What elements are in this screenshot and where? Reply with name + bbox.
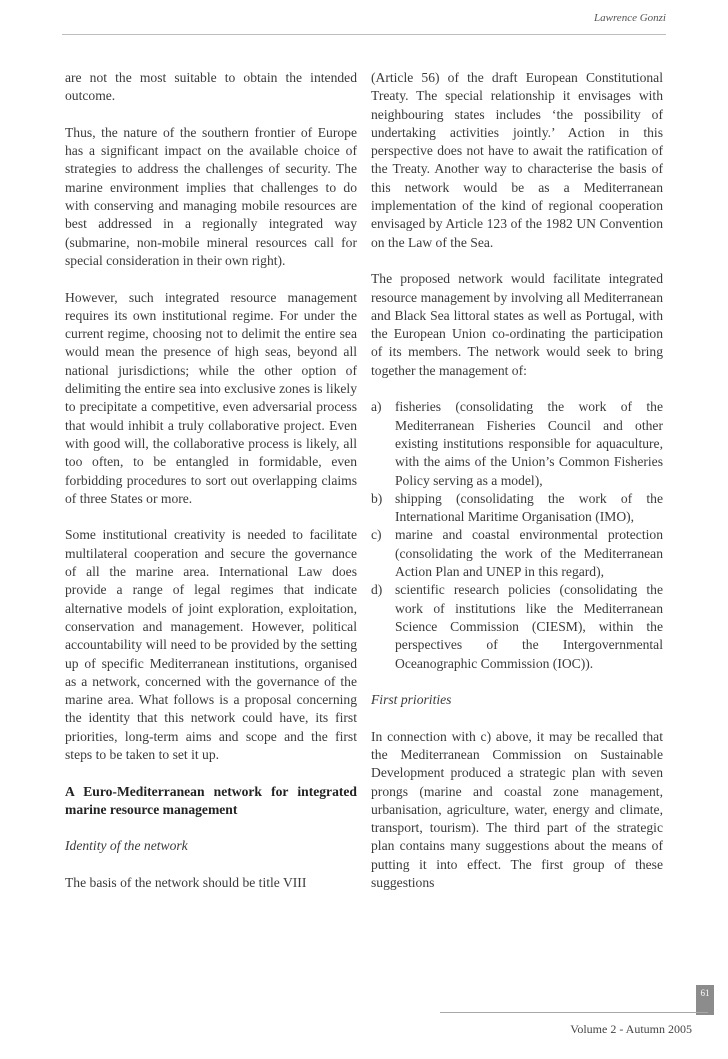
footer-rule: [440, 1012, 708, 1013]
list-item-text: fisheries (consolidating the work of the Mediterranean Fisheries Council and other existing institutions responsible for aquaculture, with the aims of the Union’s Common Fisheries Policy serving as a model),: [395, 399, 663, 488]
list-item: [371, 526, 663, 581]
list-item-text: marine and coastal environmental protection (consolidating the work of the Mediterranean Action Plan and UNEP in this regard),: [395, 527, 663, 580]
running-header-author: Lawrence Gonzi: [593, 12, 666, 24]
list-item: [371, 490, 663, 527]
list-item-text: shipping (consolidating the work of the International Maritime Organisation (IMO),: [395, 490, 663, 525]
subsection-heading: Identity of the network: [65, 838, 188, 854]
paragraph: The proposed network would facilitate integrated resource management by involving all Mediterranean and Black Sea littoral states as well as Portugal, with the European Union co-ordinating the participation of its members. The network would seek to bring together the management of:: [371, 271, 663, 378]
list-marker: a): [371, 399, 382, 415]
list-item: [371, 398, 663, 489]
left-column: [65, 69, 357, 911]
list-marker: c): [371, 527, 382, 543]
paragraph: (Article 56) of the draft European Constitutional Treaty. The special relationship it envisages with neighbouring states includes ‘the possibility of undertaking activities jointly.’ Action in this perspective does not have to await the ratification of the Treaty. Another way to characterise the basis of this network would be as a Mediterranean implementation of the kind of regional cooperation envisaged by Article 123 of the 1982 UN Convention on the Law of the Sea.: [371, 70, 663, 250]
paragraph: Thus, the nature of the southern frontier of Europe has a significant impact on the available choice of strategies to address the challenges of security. The marine environment implies that challenges to do with conserving and managing mobile resources are best addressed in a regionally integrated way (submarine, non-mobile mineral resources call for special consideration in their own right).: [65, 124, 357, 268]
paragraph: However, such integrated resource management requires its own institutional regime. For under the current regime, choosing not to delimit the entire sea would mean the presence of high seas, beyond all national jurisdictions; while the other option of delimiting the entire sea into exclusive zones is likely to precipitate a competitive, even adversarial process that would inhibit a truly collaborative project. Even with good will, the collaborative process is likely, all too often, to be entangled in formidable, even forbidding procedures to sort out overlapping claims of three States or more.: [65, 289, 357, 506]
paragraph: are not the most suitable to obtain the intended outcome.: [65, 70, 357, 104]
list-item: [371, 581, 663, 672]
header-rule: [62, 34, 666, 35]
paragraph: In connection with c) above, it may be recalled that the Mediterranean Commission on Sustainable Development produced a strategic plan with seven prongs (marine and coastal zone management, urbanisation, agriculture, water, energy and climate, transport, tourism). The third part of the strategic plan contains many suggestions about the means of putting it into effect. The first group of these suggestions: [371, 728, 663, 891]
paragraph: The basis of the network should be title VIII: [65, 875, 307, 891]
paragraph: Some institutional creativity is needed to facilitate multilateral cooperation and secure the governance of all the marine area. International Law does provide a range of legal regimes that indicate alternative models of joint exploration, exploitation, conservation and management. However, political accountability will need to be provided by the setting up of specific Mediterranean institutions, organised as a network, concerned with the governance of the marine area. What follows is a proposal concerning the identity that this network could have, its first priorities, long-term aims and scope and the first steps to be taken to set it up.: [65, 527, 357, 762]
list-marker: d): [371, 582, 383, 598]
subsection-heading: First priorities: [371, 692, 452, 708]
list-item-text: scientific research policies (consolidating the work of institutions like the Mediterranean Science Commission (CIESM), within the perspectives of the Intergovernmental Oceanographic Commission (IOC)).: [395, 582, 663, 671]
list-marker: b): [371, 490, 383, 506]
page-number-tab: 61: [696, 985, 714, 1015]
right-column: [371, 69, 663, 892]
footer-volume: Volume 2 - Autumn 2005: [570, 1022, 692, 1036]
management-list: [371, 398, 663, 672]
section-heading: A Euro-Mediterranean network for integrated marine resource management: [65, 783, 357, 817]
